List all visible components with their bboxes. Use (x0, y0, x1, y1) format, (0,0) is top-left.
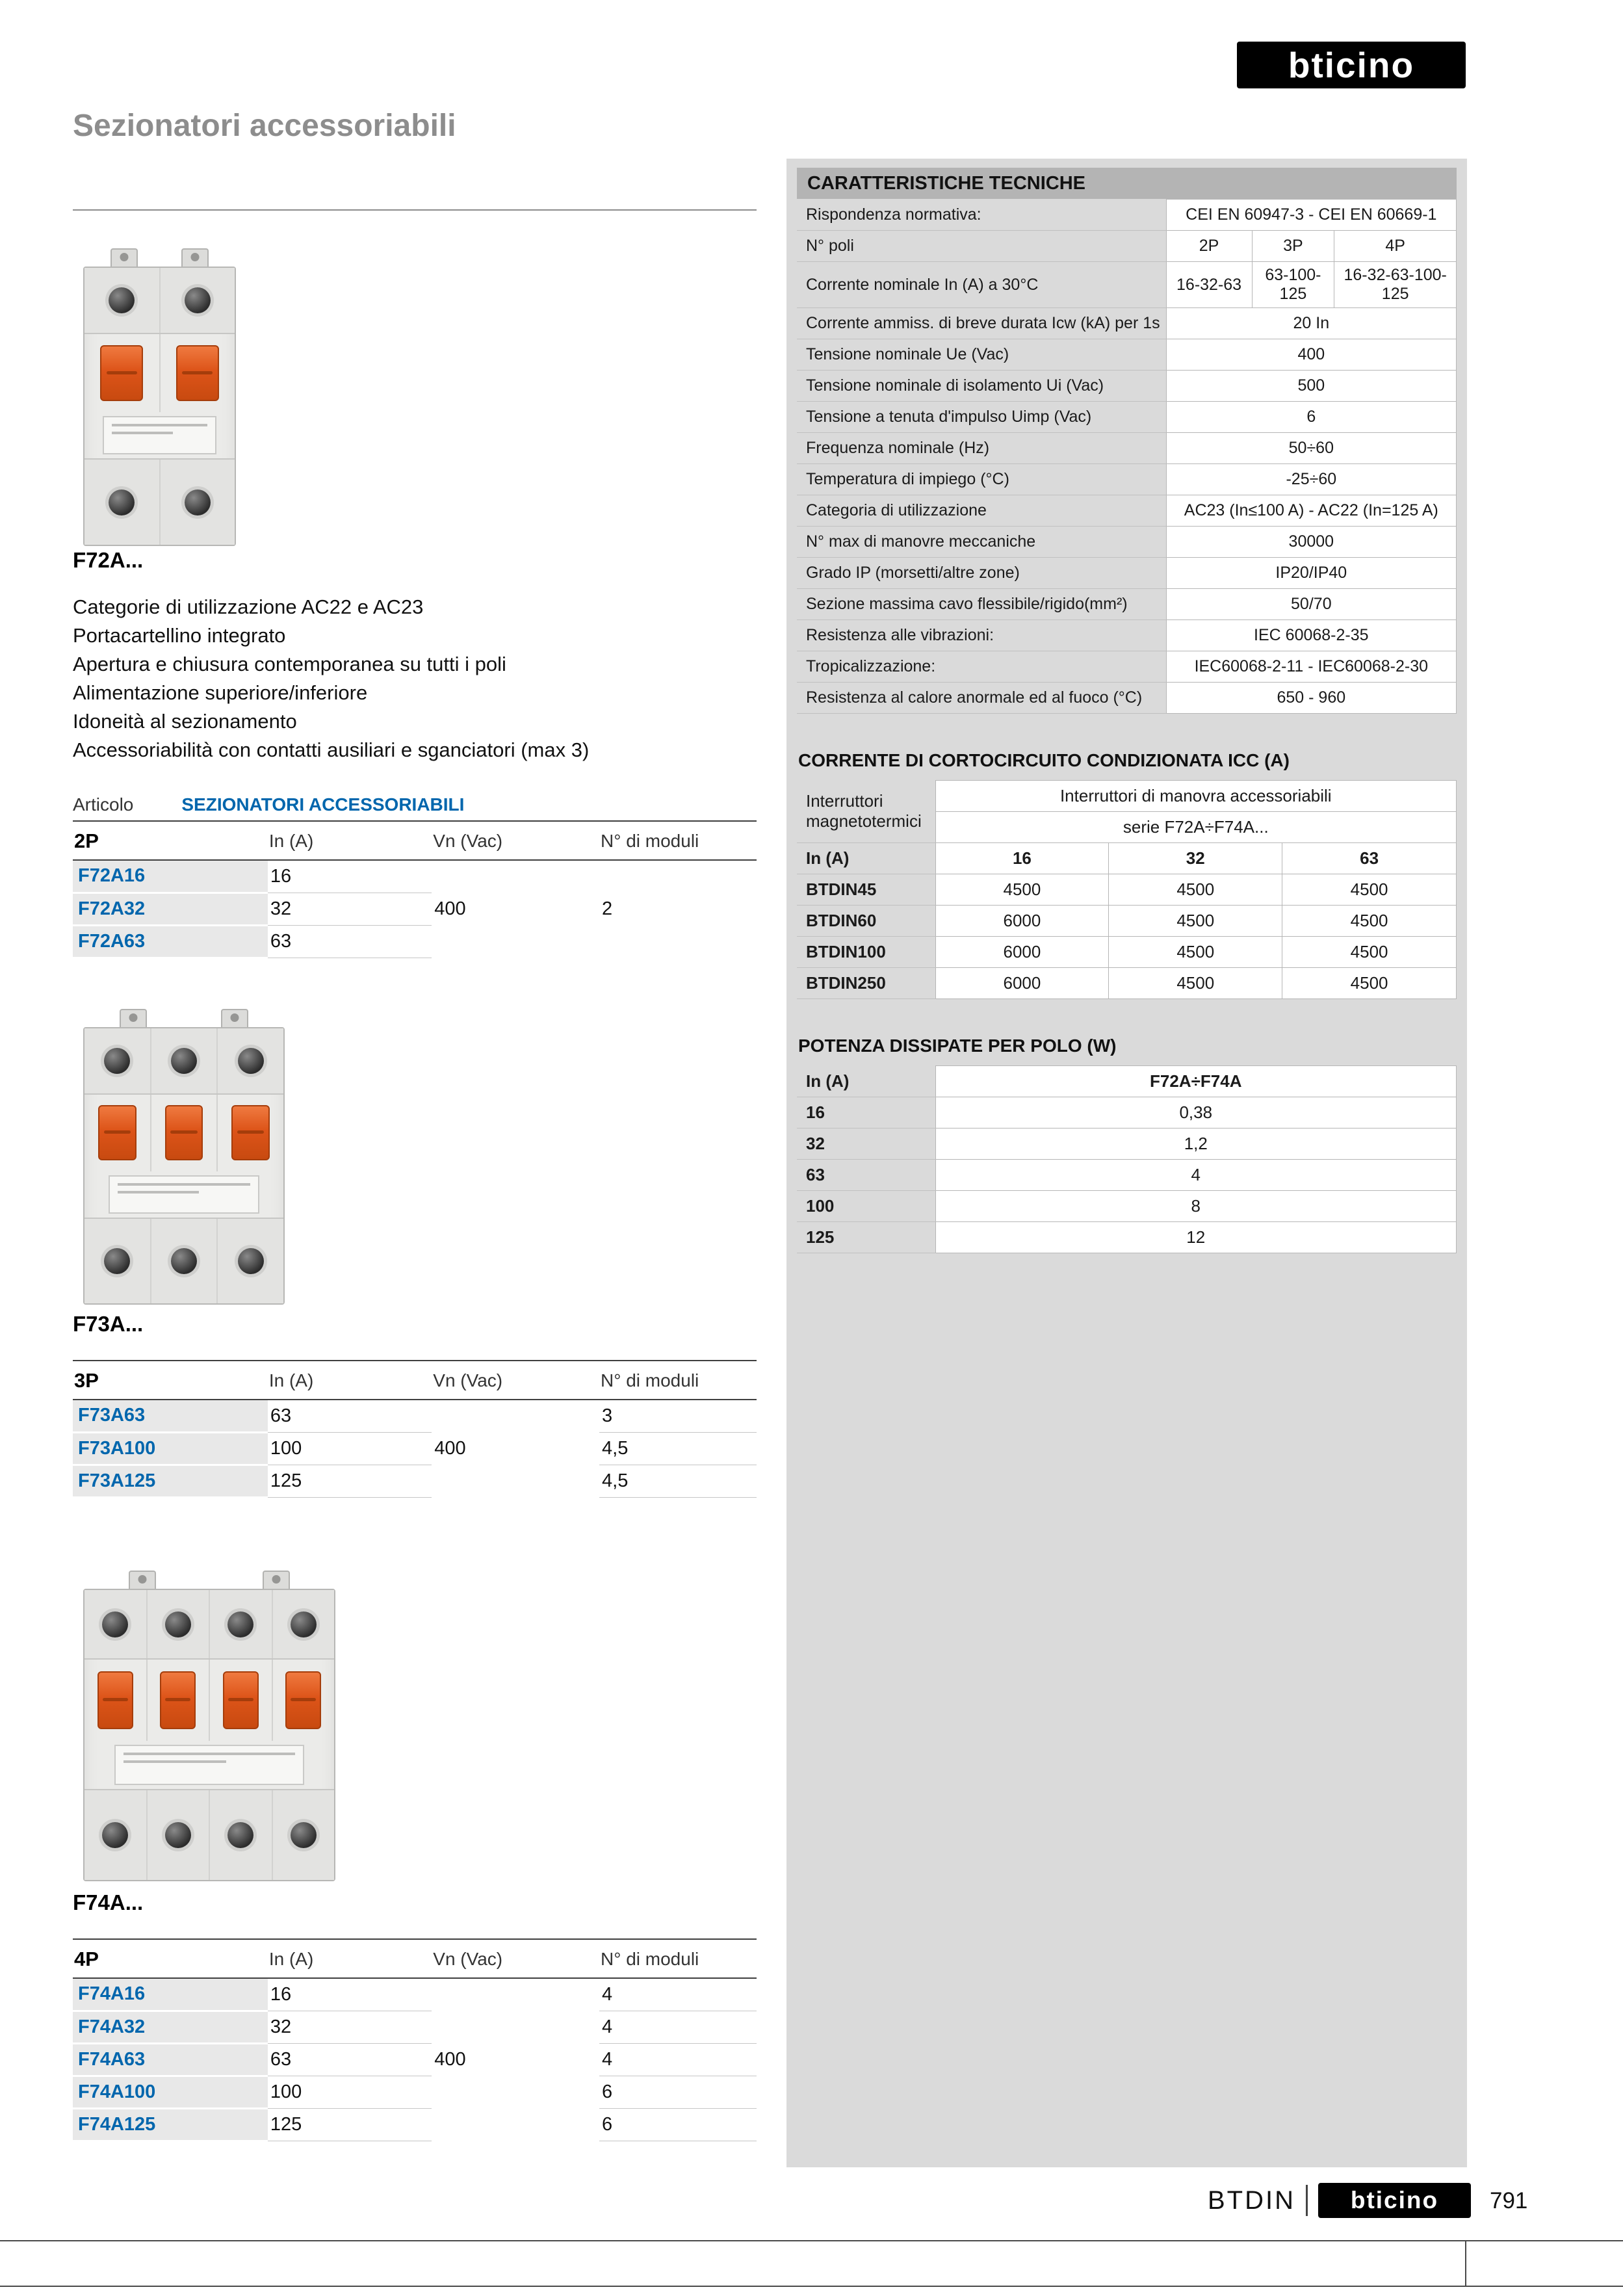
row-value: 2P (1166, 231, 1252, 262)
table-row (797, 464, 1457, 495)
row-label: Categoria di utilizzazione (797, 495, 1166, 527)
pole-cell (209, 1660, 272, 1741)
table-header-row (73, 822, 757, 860)
feature-list (73, 593, 589, 764)
rocker-switch (160, 1671, 196, 1730)
label-print-line (123, 1753, 295, 1755)
title-divider (73, 209, 757, 211)
table-3p (73, 1360, 757, 1498)
row-value: 4500 (1282, 874, 1457, 906)
in-value: 32 (268, 2011, 432, 2043)
row-value: IEC 60068-2-35 (1166, 620, 1456, 651)
row-label: 32 (797, 1128, 935, 1160)
label-holder (114, 1745, 304, 1785)
row-value: 4500 (935, 874, 1109, 906)
mounting-tab (129, 1571, 156, 1589)
icc-table (797, 780, 1457, 999)
row-value: 6 (1166, 402, 1456, 433)
table-row (73, 1432, 757, 1465)
row-value: 63-100-125 (1252, 262, 1334, 308)
row-value: 4P (1334, 231, 1457, 262)
row-label: In (A) (797, 843, 935, 874)
moduli-value: 6 (599, 2076, 757, 2108)
section-title: SEZIONATORI ACCESSORIABILI (181, 794, 465, 815)
in-value: 63 (268, 1400, 432, 1432)
row-value: IEC60068-2-11 - IEC60068-2-30 (1166, 651, 1456, 683)
mounting-tabs (83, 1009, 285, 1027)
pole-cell (216, 1219, 283, 1303)
table-row (797, 781, 1457, 812)
pole-cell (84, 1219, 150, 1303)
table-row (797, 558, 1457, 589)
table-row (797, 433, 1457, 464)
pole-cell (272, 1790, 335, 1880)
table-row (797, 339, 1457, 371)
table-row (797, 968, 1457, 999)
table-row (797, 262, 1457, 308)
moduli-value: 4,5 (599, 1465, 757, 1497)
col-header: In (A) (268, 822, 432, 860)
table-row (73, 2108, 757, 2141)
row-value: 400 (1166, 339, 1456, 371)
col-header: In (A) (268, 1939, 432, 1978)
row-label: Tensione a tenuta d'impulso Uimp (Vac) (797, 402, 1166, 433)
pole-cell (272, 1590, 335, 1658)
rocker-switch (98, 1105, 136, 1160)
col-header: Vn (Vac) (432, 1939, 599, 1978)
row-value: 12 (935, 1222, 1456, 1253)
row-value: 16-32-63-100-125 (1334, 262, 1457, 308)
row-value: 50÷60 (1166, 433, 1456, 464)
row-value: 4 (935, 1160, 1456, 1191)
pole-cell (146, 1660, 209, 1741)
row-value: 4500 (1109, 937, 1282, 968)
pole-cell (84, 334, 159, 411)
row-label: 125 (797, 1222, 935, 1253)
row-value: 4500 (1109, 968, 1282, 999)
catalog-table-2p-block (73, 794, 757, 959)
terminal-screw (165, 1822, 191, 1848)
footer (1208, 2182, 1471, 2219)
row-value: 3P (1252, 231, 1334, 262)
row-label: In (A) (797, 1066, 935, 1097)
articolo-label: Articolo (73, 794, 134, 815)
col-header: Vn (Vac) (432, 1361, 599, 1400)
article-code: F72A32 (73, 893, 268, 925)
in-value: 16 (268, 860, 432, 893)
table-row (797, 371, 1457, 402)
row-label: Frequenza nominale (Hz) (797, 433, 1166, 464)
label-holder (109, 1175, 260, 1214)
terminal-screw (227, 1611, 253, 1637)
table-row (797, 527, 1457, 558)
terminal-block-bottom (84, 458, 235, 545)
feature-line: Portacartellino integrato (73, 624, 286, 647)
label-print-line (112, 424, 208, 426)
terminal-screw (102, 1611, 128, 1637)
col-header: In (A) (268, 1361, 432, 1400)
product-photo-f72a (83, 248, 236, 546)
table-row (797, 402, 1457, 433)
terminal-screw (185, 489, 211, 515)
row-value: 4500 (1282, 937, 1457, 968)
label-print-line (118, 1183, 251, 1186)
row-label: Grado IP (morsetti/altre zone) (797, 558, 1166, 589)
rocker-switch (176, 345, 219, 401)
pole-cell (159, 268, 235, 333)
row-label: Sezione massima cavo flessibile/rigido(mm²) (797, 589, 1166, 620)
table-row (73, 860, 757, 893)
col-header: 32 (1109, 843, 1282, 874)
col-header: F72A÷F74A (935, 1066, 1456, 1097)
page-title: Sezionatori accessoriabili (73, 109, 456, 143)
row-value: -25÷60 (1166, 464, 1456, 495)
terminal-screw (102, 1822, 128, 1848)
article-code: F74A100 (73, 2076, 268, 2108)
col-header: N° di moduli (599, 1361, 757, 1400)
terminal-block-top (84, 1028, 283, 1095)
article-code: F72A16 (73, 860, 268, 893)
bticino-logo-footer: bticino (1318, 2183, 1471, 2218)
product-photo-f74a (83, 1571, 335, 1881)
row-value: IP20/IP40 (1166, 558, 1456, 589)
pole-cell (84, 1095, 150, 1171)
feature-line: Apertura e chiusura contemporanea su tutti i poli (73, 653, 506, 675)
article-code: F73A125 (73, 1465, 268, 1497)
feature-line: Categorie di utilizzazione AC22 e AC23 (73, 595, 424, 618)
in-value: 63 (268, 2043, 432, 2076)
row-label: 100 (797, 1191, 935, 1222)
mounting-tab (263, 1571, 290, 1589)
moduli-value: 3 (599, 1400, 757, 1432)
label-holder (103, 416, 217, 455)
terminal-screw (227, 1822, 253, 1848)
terminal-block-top (84, 268, 235, 334)
row-label: N° max di manovre meccaniche (797, 527, 1166, 558)
product-code-f74a: F74A... (73, 1890, 144, 1914)
tech-section-title: CARATTERISTICHE TECNICHE (797, 168, 1457, 199)
row-value: 6000 (935, 937, 1109, 968)
pole-cell (150, 1028, 217, 1093)
mounting-tabs (83, 1571, 335, 1589)
icc-section-title: CORRENTE DI CORTOCIRCUITO CONDIZIONATA ICC (A) (798, 750, 1290, 770)
table-2p (73, 822, 757, 959)
pole-header: 2P (73, 822, 268, 860)
in-value: 125 (268, 1465, 432, 1497)
table-row (797, 495, 1457, 527)
row-label: Corrente ammiss. di breve durata Icw (kA) per 1s (797, 308, 1166, 339)
pole-header: 3P (73, 1361, 268, 1400)
row-label: Interruttori magnetotermici (797, 781, 935, 843)
mounting-tab (181, 248, 209, 267)
terminal-block-bottom (84, 1218, 283, 1303)
terminal-screw (165, 1611, 191, 1637)
rocker-switch (223, 1671, 259, 1730)
in-value: 16 (268, 1978, 432, 2011)
terminal-screw (238, 1048, 264, 1074)
in-value: 100 (268, 2076, 432, 2108)
switch-face (84, 1660, 334, 1741)
row-value: 4500 (1282, 906, 1457, 937)
pole-cell (150, 1095, 217, 1171)
label-print-line (118, 1191, 200, 1194)
mounting-tab (120, 1009, 147, 1027)
table-row (797, 874, 1457, 906)
terminal-screw (238, 1248, 264, 1274)
potenza-section-title: POTENZA DISSIPATE PER POLO (W) (798, 1036, 1117, 1056)
label-print-line (112, 432, 173, 434)
table-row (797, 200, 1457, 231)
row-value: 8 (935, 1191, 1456, 1222)
table-row (797, 1128, 1457, 1160)
pole-cell (209, 1790, 272, 1880)
terminal-screw (171, 1248, 197, 1274)
row-value: 650 - 960 (1166, 683, 1456, 714)
row-value: 4500 (1109, 906, 1282, 937)
terminal-screw (109, 287, 135, 313)
row-value: 500 (1166, 371, 1456, 402)
pole-cell (216, 1095, 283, 1171)
rocker-switch (285, 1671, 321, 1730)
in-value: 32 (268, 893, 432, 925)
breaker-body (83, 1589, 335, 1881)
col-header: 16 (935, 843, 1109, 874)
feature-line: Alimentazione superiore/inferiore (73, 681, 368, 704)
terminal-screw (291, 1611, 317, 1637)
row-label: Tropicalizzazione: (797, 651, 1166, 683)
row-label: 16 (797, 1097, 935, 1128)
pole-cell (84, 460, 159, 545)
moduli-value: 4 (599, 2011, 757, 2043)
table-row (73, 2043, 757, 2076)
switch-face (84, 1095, 283, 1171)
row-value: AC23 (In≤100 A) - AC22 (In=125 A) (1166, 495, 1456, 527)
pole-cell (146, 1790, 209, 1880)
article-code: F74A32 (73, 2011, 268, 2043)
pole-cell (216, 1028, 283, 1093)
row-value: 6000 (935, 906, 1109, 937)
table-row (797, 906, 1457, 937)
table-row (797, 589, 1457, 620)
label-print-line (123, 1760, 226, 1763)
table-row (797, 231, 1457, 262)
table-4p (73, 1938, 757, 2142)
moduli-value: 4 (599, 2043, 757, 2076)
table-header-row (73, 1939, 757, 1978)
row-value: 0,38 (935, 1097, 1456, 1128)
table-row (797, 1191, 1457, 1222)
product-photo-f73a (83, 1009, 285, 1305)
pole-cell (209, 1590, 272, 1658)
row-label: Rispondenza normativa: (797, 200, 1166, 231)
table-header-row (797, 1066, 1457, 1097)
row-label: Tensione nominale Ue (Vac) (797, 339, 1166, 371)
row-value: 1,2 (935, 1128, 1456, 1160)
pole-cell (146, 1590, 209, 1658)
terminal-screw (109, 489, 135, 515)
mounting-tab (221, 1009, 248, 1027)
row-label: Temperatura di impiego (°C) (797, 464, 1166, 495)
catalog-table-4p-block (73, 1938, 757, 2142)
terminal-screw (104, 1048, 130, 1074)
article-code: F73A63 (73, 1400, 268, 1432)
footer-rule-bottom (0, 2286, 1623, 2287)
rocker-switch (97, 1671, 133, 1730)
pole-cell (272, 1660, 335, 1741)
span-header: Interruttori di manovra accessoriabili (935, 781, 1456, 812)
pole-cell (159, 334, 235, 411)
feature-line: Idoneità al sezionamento (73, 710, 297, 733)
mounting-tab (110, 248, 138, 267)
pole-cell (84, 1660, 146, 1741)
table-row (73, 1978, 757, 2011)
pole-cell (84, 268, 159, 333)
table-row (797, 1160, 1457, 1191)
rocker-switch (165, 1105, 203, 1160)
in-value: 125 (268, 2108, 432, 2141)
terminal-screw (185, 287, 211, 313)
moduli-value: 2 (602, 898, 613, 919)
article-code: F74A16 (73, 1978, 268, 2011)
catalog-header (73, 794, 757, 822)
row-label: Tensione nominale di isolamento Ui (Vac) (797, 371, 1166, 402)
table-row (797, 1097, 1457, 1128)
footer-divider (1306, 2185, 1308, 2216)
bticino-logo: bticino (1237, 42, 1466, 88)
table-header-row (73, 1361, 757, 1400)
row-value: 50/70 (1166, 589, 1456, 620)
moduli-value: 6 (599, 2108, 757, 2141)
in-value: 63 (268, 925, 432, 958)
table-row (73, 2011, 757, 2043)
footer-series-label: BTDIN (1208, 2185, 1295, 2215)
table-row (797, 683, 1457, 714)
rocker-switch (231, 1105, 269, 1160)
row-label: N° poli (797, 231, 1166, 262)
article-code: F73A100 (73, 1432, 268, 1465)
table-header-row (797, 843, 1457, 874)
row-value: 16-32-63 (1166, 262, 1252, 308)
technical-panel (786, 159, 1467, 2167)
product-code-f73a: F73A... (73, 1312, 144, 1336)
article-code: F74A125 (73, 2108, 268, 2141)
table-row (797, 937, 1457, 968)
col-header: 63 (1282, 843, 1457, 874)
terminal-block-top (84, 1590, 334, 1660)
table-row (797, 620, 1457, 651)
col-header: Vn (Vac) (432, 822, 599, 860)
pole-cell (159, 460, 235, 545)
row-label: BTDIN60 (797, 906, 935, 937)
row-value: 4500 (1282, 968, 1457, 999)
rocker-switch (100, 345, 143, 401)
row-label: BTDIN100 (797, 937, 935, 968)
table-row (73, 1400, 757, 1432)
article-code: F72A63 (73, 925, 268, 958)
tech-table (797, 199, 1457, 714)
row-value: CEI EN 60947-3 - CEI EN 60669-1 (1166, 200, 1456, 231)
catalog-table-3p-block (73, 1360, 757, 1498)
terminal-screw (291, 1822, 317, 1848)
row-value: 20 In (1166, 308, 1456, 339)
row-value: 4500 (1109, 874, 1282, 906)
table-row (797, 651, 1457, 683)
mounting-tabs (83, 248, 236, 267)
row-label: Resistenza al calore anormale ed al fuoco (°C) (797, 683, 1166, 714)
table-row (73, 1465, 757, 1497)
col-header: N° di moduli (599, 822, 757, 860)
table-row (73, 2076, 757, 2108)
pole-cell (84, 1028, 150, 1093)
vn-value: 400 (434, 1438, 466, 1459)
switch-face (84, 334, 235, 411)
pole-cell (150, 1219, 217, 1303)
terminal-block-bottom (84, 1789, 334, 1880)
in-value: 100 (268, 1432, 432, 1465)
table-row (797, 308, 1457, 339)
breaker-body (83, 267, 236, 546)
terminal-screw (171, 1048, 197, 1074)
col-header: N° di moduli (599, 1939, 757, 1978)
pole-cell (84, 1590, 146, 1658)
terminal-screw (104, 1248, 130, 1274)
vn-value: 400 (434, 2049, 466, 2070)
page-number: 791 (1490, 2188, 1528, 2213)
footer-rule-top (0, 2240, 1623, 2241)
row-label: 63 (797, 1160, 935, 1191)
row-label: Resistenza alle vibrazioni: (797, 620, 1166, 651)
footer-rule-vertical (1465, 2240, 1466, 2287)
row-label: Corrente nominale In (A) a 30°C (797, 262, 1166, 308)
moduli-value: 4 (599, 1978, 757, 2011)
breaker-body (83, 1027, 285, 1305)
product-code-f72a: F72A... (73, 548, 144, 572)
potenza-table (797, 1065, 1457, 1253)
row-label: BTDIN250 (797, 968, 935, 999)
serie-label: serie F72A÷F74A... (935, 812, 1456, 843)
row-value: 6000 (935, 968, 1109, 999)
pole-header: 4P (73, 1939, 268, 1978)
row-label: BTDIN45 (797, 874, 935, 906)
pole-cell (84, 1790, 146, 1880)
feature-line: Accessoriabilità con contatti ausiliari e sganciatori (max 3) (73, 738, 590, 761)
table-row (797, 1222, 1457, 1253)
vn-value: 400 (434, 898, 466, 919)
article-code: F74A63 (73, 2043, 268, 2076)
row-value: 30000 (1166, 527, 1456, 558)
moduli-value: 4,5 (599, 1432, 757, 1465)
